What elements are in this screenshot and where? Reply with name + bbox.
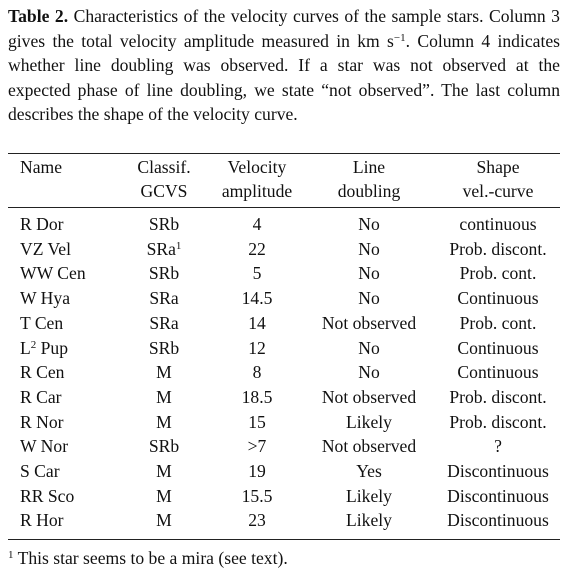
data-table <box>8 212 560 533</box>
cell-classification: M <box>156 411 172 432</box>
header-line-doubling: Line doubling <box>337 157 401 201</box>
cell-classification: SRb <box>148 436 180 457</box>
cell-shape: Prob. cont. <box>459 312 537 333</box>
cell-velocity-amplitude: 14.5 <box>241 288 273 309</box>
cell-line-doubling: Not observed <box>321 436 417 457</box>
cell-line-doubling: No <box>358 337 380 358</box>
footnote-text: This star seems to be a mira (see text). <box>13 548 288 568</box>
cell-shape: Continuous <box>457 337 539 358</box>
cell-velocity-amplitude: >7 <box>247 436 267 457</box>
cell-shape: Discontinuous <box>447 485 549 506</box>
footnote-reference: 1 <box>175 239 182 252</box>
cell-name: $L^2$ Pup <box>20 337 69 358</box>
cell-shape: Prob. cont. <box>459 263 537 284</box>
cell-classification: SRb <box>148 263 180 284</box>
cell-classification: SRa <box>149 312 179 333</box>
header-rule <box>8 207 560 208</box>
cell-line-doubling: Yes <box>356 461 382 482</box>
table-row <box>8 434 560 459</box>
cell-name: WW Cen <box>20 263 86 284</box>
cell-name: T Cen <box>20 312 64 333</box>
table-row <box>8 311 560 336</box>
cell-name: R Dor <box>20 214 64 234</box>
cell-line-doubling: Not observed <box>321 312 417 333</box>
cell-classification: M <box>156 510 172 531</box>
table-row <box>8 385 560 410</box>
cell-shape: Discontinuous <box>447 510 549 531</box>
header-row <box>8 155 560 203</box>
cell-name: VZ Vel <box>20 238 71 259</box>
header-velocity-amplitude: Velocity amplitude <box>221 157 293 201</box>
table-row <box>8 508 560 533</box>
table-row <box>8 286 560 311</box>
table-row <box>8 410 560 435</box>
table-row <box>8 212 560 237</box>
cell-classification: M <box>156 485 172 506</box>
caption-text-continued: . Column 4 indicates whether line doubling was observed. If a star was not observed at the expected phase of line doubling, we state “not observed”. The last column describes the shape of the velocity curve. <box>8 30 561 125</box>
cell-classification: SRb <box>148 214 180 234</box>
cell-shape: Prob. discont. <box>449 386 547 407</box>
cell-velocity-amplitude: 14 <box>248 312 266 333</box>
cell-velocity-amplitude: 22 <box>248 238 266 259</box>
top-rule <box>8 153 560 154</box>
header-shape: Shape vel.-curve <box>462 157 534 201</box>
cell-classification: M <box>156 386 172 407</box>
cell-velocity-amplitude: 8 <box>252 362 262 383</box>
cell-name: RR Sco <box>20 485 75 506</box>
footnote-mark: 1 <box>8 549 14 561</box>
cell-line-doubling: No <box>358 214 380 234</box>
cell-line-doubling: Likely <box>346 510 392 531</box>
cell-classification: SRa$^1$ <box>146 238 182 259</box>
cell-shape: ? <box>494 436 502 457</box>
table-row <box>8 484 560 509</box>
cell-classification: SRb <box>148 337 180 358</box>
table-row <box>8 261 560 286</box>
table-footnote <box>8 546 288 570</box>
cell-shape: Prob. discont. <box>449 411 547 432</box>
bottom-rule <box>8 539 560 540</box>
cell-name: R Cen <box>20 362 65 383</box>
cell-name: W Hya <box>20 288 70 309</box>
cell-name: R Nor <box>20 411 64 432</box>
cell-classification: M <box>156 362 172 383</box>
cell-shape: continuous <box>459 214 537 234</box>
cell-shape: Continuous <box>457 362 539 383</box>
cell-velocity-amplitude: 15.5 <box>241 485 273 506</box>
table-header <box>8 155 560 203</box>
cell-shape: Discontinuous <box>447 461 549 482</box>
cell-line-doubling: Likely <box>346 411 392 432</box>
cell-classification: M <box>156 461 172 482</box>
cell-line-doubling: No <box>358 238 380 259</box>
cell-line-doubling: No <box>358 263 380 284</box>
table-row <box>8 459 560 484</box>
table-row <box>8 360 560 385</box>
cell-velocity-amplitude: 18.5 <box>241 386 273 407</box>
cell-name: R Hor <box>20 510 64 531</box>
cell-velocity-amplitude: 15 <box>248 411 266 432</box>
cell-name: S Car <box>20 461 60 482</box>
cell-shape: Continuous <box>457 288 539 309</box>
cell-line-doubling: Not observed <box>321 386 417 407</box>
cell-velocity-amplitude: 12 <box>248 337 266 358</box>
name-superscript: 2 <box>30 338 37 351</box>
table-row <box>8 336 560 361</box>
header-name: Name <box>20 157 63 177</box>
caption-text: Characteristics of the velocity curves of the sample stars. Column 3 gives the total velocity amplitude measured in km s <box>8 6 560 51</box>
table-body <box>8 212 560 533</box>
cell-velocity-amplitude: 5 <box>252 263 262 284</box>
cell-classification: SRa <box>149 288 179 309</box>
cell-velocity-amplitude: 4 <box>252 214 262 234</box>
cell-velocity-amplitude: 23 <box>248 510 266 531</box>
cell-name: R Car <box>20 386 62 407</box>
caption-unit-exponent: −1 <box>393 31 406 44</box>
cell-name: W Nor <box>20 436 69 457</box>
cell-line-doubling: No <box>358 362 380 383</box>
cell-line-doubling: Likely <box>346 485 392 506</box>
table-label: Table 2. <box>8 6 69 26</box>
header-classification: Classif. GCVS <box>137 157 191 201</box>
table-row <box>8 237 560 262</box>
cell-velocity-amplitude: 19 <box>248 461 266 482</box>
table-caption <box>8 4 560 127</box>
cell-shape: Prob. discont. <box>449 238 547 259</box>
cell-line-doubling: No <box>358 288 380 309</box>
